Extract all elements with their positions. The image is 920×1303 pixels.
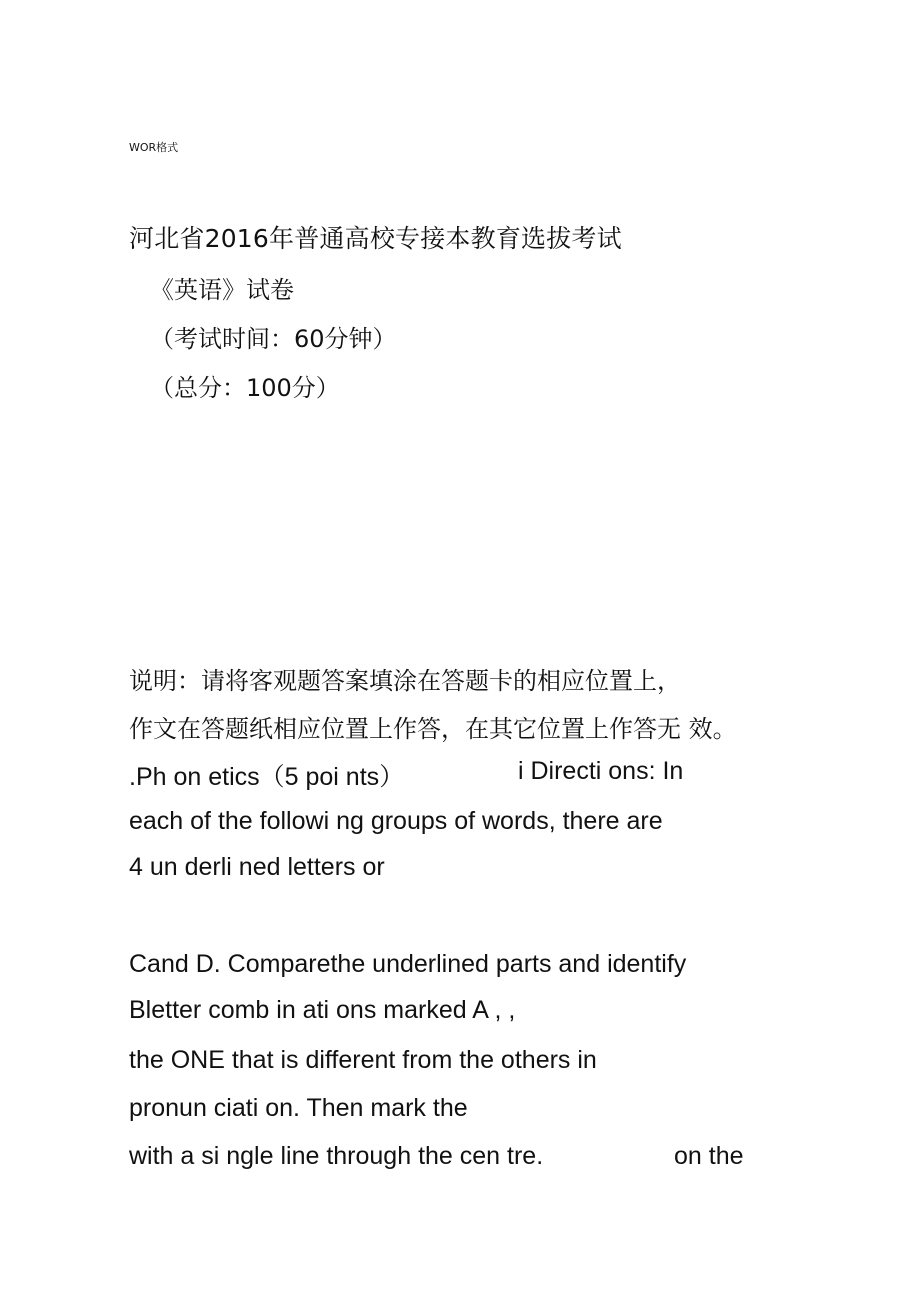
body-line: 4 un derli ned letters or bbox=[129, 853, 385, 881]
exam-subject: 《英语》试卷 bbox=[150, 276, 294, 304]
body-line: the ONE that is different from the others in bbox=[129, 1046, 597, 1074]
directions-start: i Directi ons: In bbox=[518, 757, 684, 785]
body-line: each of the followi ng groups of words, there are bbox=[129, 807, 663, 835]
exam-total-score: （总分：100分） bbox=[150, 374, 340, 402]
body-line: Bletter comb in ati ons marked A , , bbox=[129, 996, 516, 1024]
section-heading: .Ph on etics（5 poi nts） bbox=[129, 763, 405, 791]
body-line: Cand D. Comparethe underlined parts and identify bbox=[129, 950, 687, 978]
body-line: pronun ciati on. Then mark the bbox=[129, 1094, 468, 1122]
body-line-trailing: on the bbox=[674, 1142, 744, 1170]
instruction-line-2: 作文在答题纸相应位置上作答，在其它位置上作答无 效。 bbox=[129, 715, 737, 743]
page-header-label: WOR格式 bbox=[129, 141, 179, 154]
exam-duration: （考试时间：60分钟） bbox=[150, 325, 397, 353]
instruction-line-1: 说明：请将客观题答案填涂在答题卡的相应位置上， bbox=[129, 667, 681, 695]
exam-title: 河北省2016年普通高校专接本教育选拔考试 bbox=[129, 224, 622, 253]
body-line: with a si ngle line through the cen tre. bbox=[129, 1142, 544, 1170]
